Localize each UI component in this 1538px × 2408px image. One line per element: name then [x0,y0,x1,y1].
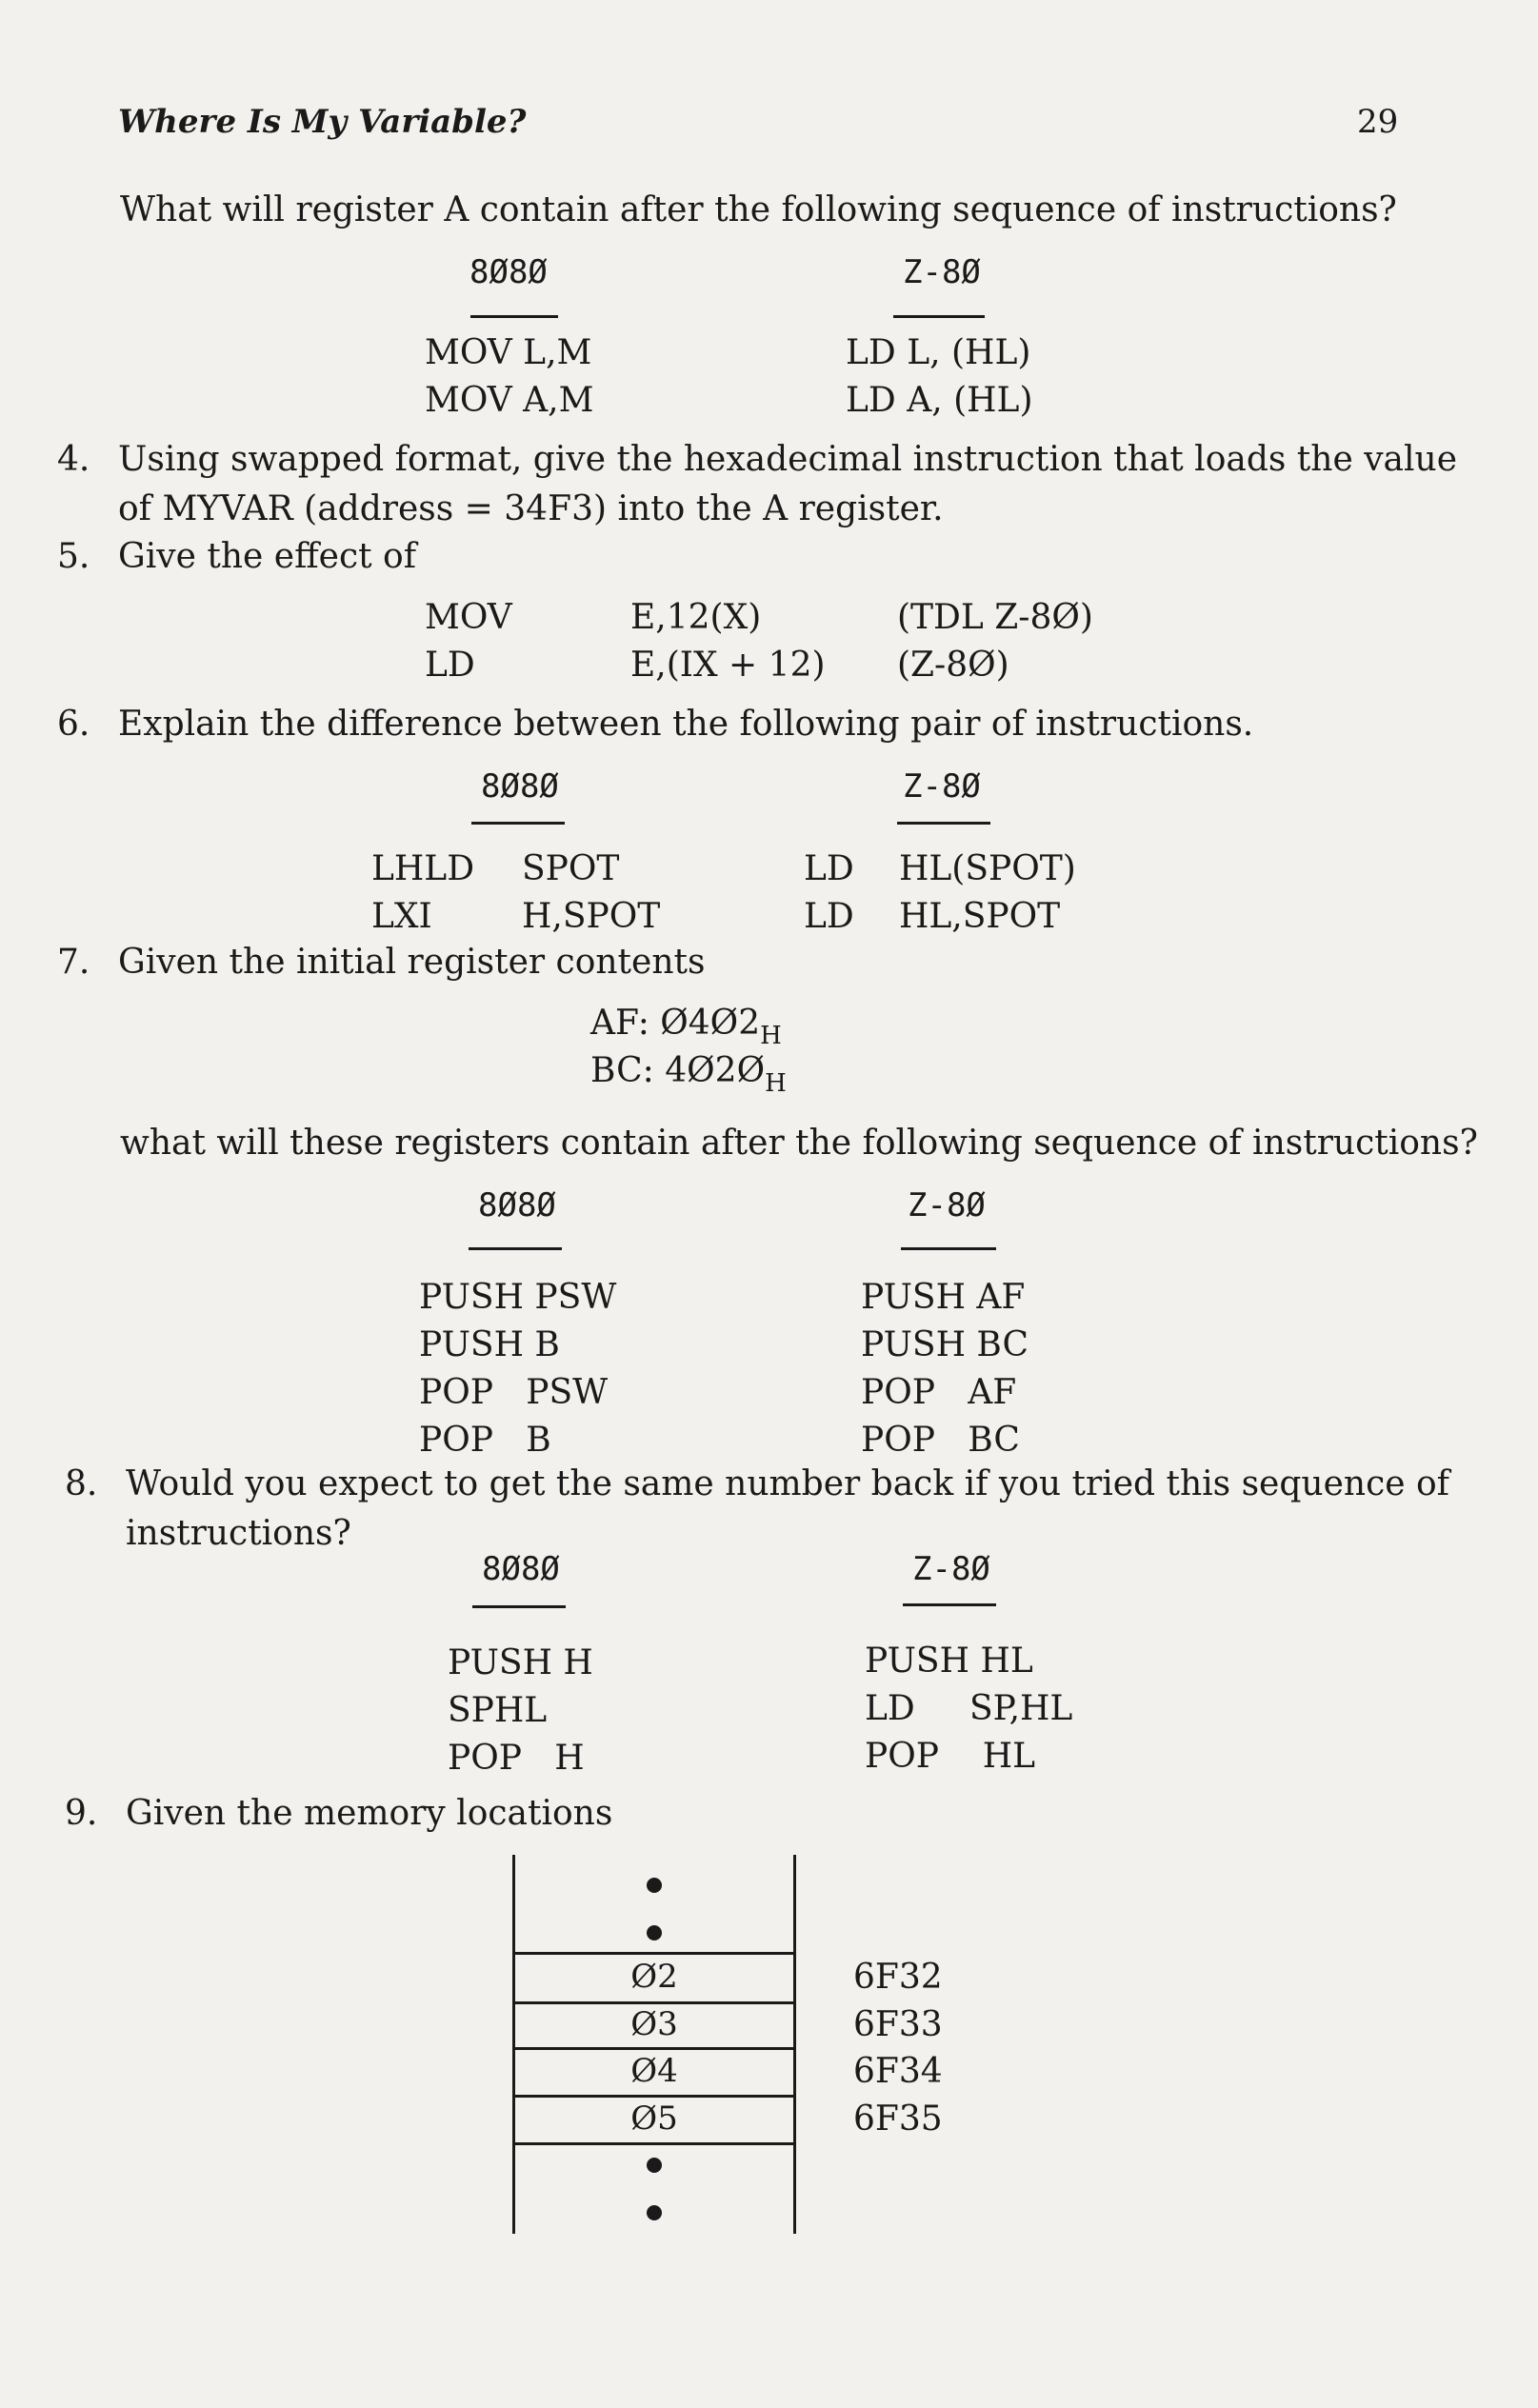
question-8-number: 8. [65,1464,98,1503]
memory-cell-value: Ø5 [630,2100,678,2138]
memory-cell-divider [512,2142,796,2145]
question-9-number: 9. [65,1794,98,1833]
q8-column-8080-header: 8Ø8Ø [482,1550,560,1588]
q3-z80-line-2: LD A, (HL) [846,381,1033,420]
page-number: 29 [1357,103,1399,141]
question-5-number: 5. [57,537,90,576]
question-3-text: What will register A contain after the following sequence of instructions? [120,190,1397,229]
register-af-value: AF: Ø4Ø2 [590,1004,761,1043]
q7-8080-line-1: PUSH PSW [419,1278,617,1317]
q6-8080-row-1-op: LHLD [371,849,475,888]
q5-row-1-arg: E,12(X) [630,598,762,637]
q3-8080-line-1: MOV L,M [425,333,592,372]
ellipsis-dot [647,2205,662,2220]
memory-cell-divider [512,2001,796,2004]
question-4-number: 4. [57,440,90,479]
memory-cell-value: Ø4 [630,2052,678,2090]
q3-z80-line-1: LD L, (HL) [846,333,1031,372]
hex-subscript: H [760,1022,782,1050]
q3-z80-underline [893,315,985,318]
q7-column-z80-header: Z-8Ø [908,1186,986,1224]
q7-column-8080-header: 8Ø8Ø [478,1186,556,1224]
memory-address: 6F35 [853,2100,943,2139]
q8-column-z80-header: Z-8Ø [912,1550,990,1588]
memory-address: 6F32 [853,1958,943,1997]
q5-row-1-note: (TDL Z-8Ø) [897,598,1093,637]
q3-column-z80-header: Z-8Ø [903,253,981,291]
register-bc-value: BC: 4Ø2Ø [590,1051,766,1090]
q6-z80-row-2-arg: HL,SPOT [899,897,1061,936]
q7-8080-line-4: POP B [419,1421,551,1460]
q6-z80-row-1-op: LD [804,849,854,888]
q6-8080-underline [471,822,565,825]
q7-z80-line-4: POP BC [861,1421,1020,1460]
q6-8080-row-2-op: LXI [371,897,432,936]
q7-z80-line-2: PUSH BC [861,1325,1029,1364]
question-9-text: Given the memory locations [126,1794,613,1833]
q5-row-1-op: MOV [425,598,512,637]
q5-row-2-op: LD [425,646,475,685]
memory-address: 6F33 [853,2005,943,2044]
running-head-title: Where Is My Variable? [118,103,527,141]
question-4-line-2: of MYVAR (address = 34F3) into the A register. [118,489,944,528]
q8-8080-line-3: POP H [448,1739,585,1778]
q6-column-8080-header: 8Ø8Ø [481,767,559,806]
memory-address: 6F34 [853,2052,943,2091]
ellipsis-dot [647,1878,662,1893]
question-7-text: Given the initial register contents [118,943,706,982]
q6-z80-underline [897,822,990,825]
question-8-line-1: Would you expect to get the same number back if you tried this sequence of [126,1464,1449,1503]
question-7-prompt: what will these registers contain after the following sequence of instructions? [120,1124,1478,1163]
q7-8080-line-2: PUSH B [419,1325,560,1364]
q6-column-z80-header: Z-8Ø [903,767,981,806]
q3-column-8080-header: 8Ø8Ø [469,253,548,291]
memory-cell-divider [512,1952,796,1955]
question-7-number: 7. [57,943,90,982]
question-5-text: Give the effect of [118,537,417,576]
memory-cell-value: Ø3 [630,2005,678,2043]
q3-8080-underline [470,315,558,318]
question-6-text: Explain the difference between the following pair of instructions. [118,705,1254,744]
q7-z80-underline [901,1247,996,1250]
q6-8080-row-2-arg: H,SPOT [522,897,661,936]
q6-8080-row-1-arg: SPOT [522,849,620,888]
memory-right-border [793,1855,796,2234]
q8-z80-line-1: PUSH HL [865,1642,1033,1681]
ellipsis-dot [647,1925,662,1940]
q7-z80-line-3: POP AF [861,1373,1017,1412]
q8-8080-line-1: PUSH H [448,1643,593,1682]
memory-left-border [512,1855,515,2234]
memory-cell-divider [512,2047,796,2050]
q8-z80-line-2: LD SP,HL [865,1689,1073,1728]
ellipsis-dot [647,2158,662,2173]
q8-8080-underline [472,1605,566,1608]
memory-cell-value: Ø2 [630,1958,678,1996]
q6-z80-row-2-op: LD [804,897,854,936]
q8-z80-underline [903,1603,996,1606]
q6-z80-row-1-arg: HL(SPOT) [899,849,1076,888]
q3-8080-line-2: MOV A,M [425,381,594,420]
q8-z80-line-3: POP HL [865,1737,1036,1776]
hex-subscript: H [765,1069,787,1098]
q7-8080-line-3: POP PSW [419,1373,609,1412]
register-bc-initial [590,1051,787,1098]
q7-z80-line-1: PUSH AF [861,1278,1026,1317]
q8-8080-line-2: SPHL [448,1691,548,1730]
question-8-line-2: instructions? [126,1514,351,1553]
question-4-line-1: Using swapped format, give the hexadecimal instruction that loads the value [118,440,1458,479]
register-af-initial [590,1004,782,1050]
question-6-number: 6. [57,705,90,744]
memory-cell-divider [512,2095,796,2098]
q5-row-2-note: (Z-8Ø) [897,646,1009,685]
q5-row-2-arg: E,(IX + 12) [630,646,826,685]
q7-8080-underline [469,1247,562,1250]
